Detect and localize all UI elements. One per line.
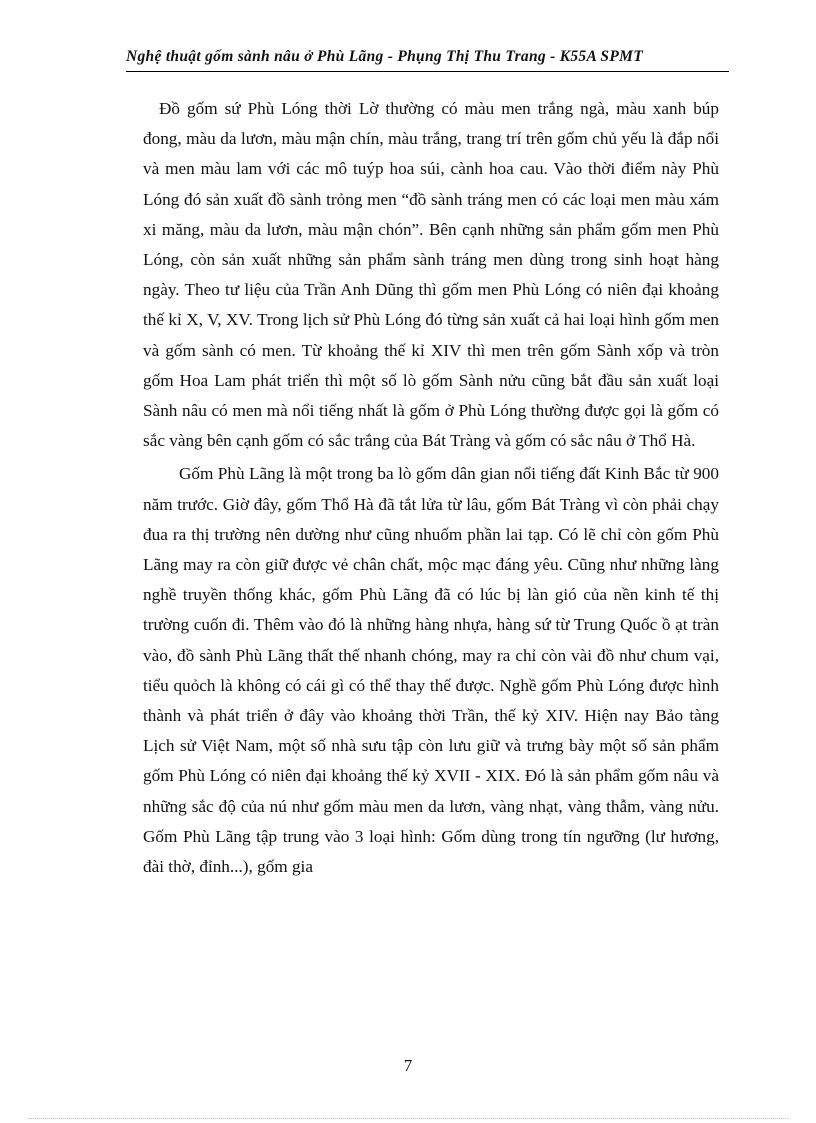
paragraph-2: Gốm Phù Lãng là một trong ba lò gốm dân gian nổi tiếng đất Kinh Bắc từ 900 năm trước. Giờ đây, gốm Thổ Hà đã tắt lửa từ lâu, gốm Bát Tràng vì còn phải chạy đua ra thị trường nên dường như cũng nhuốm phần lai tạp. Có lẽ chỉ còn gốm Phù Lãng may ra còn giữ được vẻ chân chất, mộc mạc đáng yêu. Cũng như những làng nghề truyền thống khác, gốm Phù Lãng đã có lúc bị làn gió của nền kinh tế thị trường cuốn đi. Thêm vào đó là những hàng nhựa, hàng sứ từ Trung Quốc ồ ạt tràn vào, đồ sành Phù Lãng thất thế nhanh chóng, may ra chỉ còn vài đồ như chum vại, tiểu quỏch là không có cái gì có thể thay thế được. Nghề gốm Phù Lóng được hình thành và phát triển ở đây vào khoảng thời Trần, thế kỷ XIV. Hiện nay Bảo tàng Lịch sử Việt Nam, một số nhà sưu tập còn lưu giữ và trưng bày một số sản phẩm gốm Phù Lóng có niên đại khoảng thế kỷ XVII - XIX. Đó là sản phẩm gốm nâu và những sắc độ của nú như gốm màu men da lươn, vàng nhạt, vàng thẫm, vàng nửu. Gốm Phù Lãng tập trung vào 3 loại hình: Gốm dùng trong tín ngưỡng (lư hương, đài thờ, đỉnh...), gốm gia — [143, 464, 719, 877]
page-number: 7 — [403, 1056, 413, 1075]
page-bottom-rule — [28, 1118, 788, 1119]
paragraph-1: Đồ gốm sứ Phù Lóng thời Lờ thường có màu men trắng ngà, màu xanh búp đong, màu da lươn, màu mận chín, màu trắng, trang trí trên gốm chủ yếu là đắp nổi và men màu lam với các mô tuýp hoa súi, cành hoa cau. Vào thời điểm này Phù Lóng đó sản xuất đồ sành trỏng men “đồ sành tráng men có các loại men màu xám xi măng, màu da lươn, màu mận chón”. Bên cạnh những sản phẩm gốm men Phù Lóng, còn sản xuất những sản phẩm sành tráng men dùng trong sinh hoạt hàng ngày. Theo tư liệu của Trần Anh Dũng thì gốm men Phù Lóng có niên đại khoảng thế kỉ X, V, XV. Trong lịch sử Phù Lóng đó từng sản xuất cả hai loại hình gốm men và gốm sành có men. Từ khoảng thế kỉ XIV thì men trên gốm Sành xốp và tròn gốm Hoa Lam phát triển thì một số lò gốm Sành nửu cũng bắt đầu sản xuất loại Sành nâu có men mà nổi tiếng nhất là gốm ở Phù Lóng thường được gọi là gốm có sắc vàng bên cạnh gốm có sắc trắng của Bát Tràng và gốm có sắc nâu ở Thổ Hà. — [143, 99, 719, 451]
body-text — [143, 94, 719, 882]
running-header: Nghệ thuật gốm sành nâu ở Phù Lãng - Phụng Thị Thu Trang - K55A SPMT — [126, 48, 729, 72]
